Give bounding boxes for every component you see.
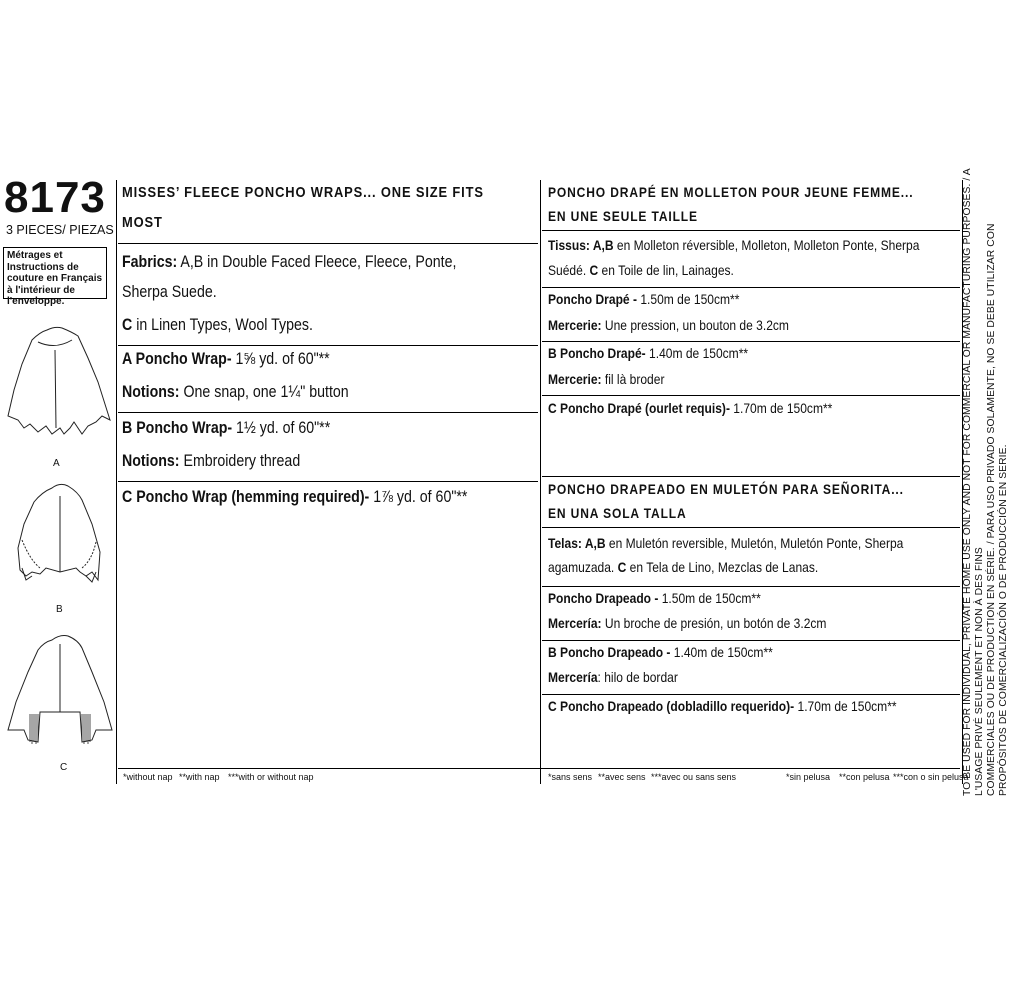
view-illustrations [0, 310, 115, 780]
french-fabrics-line1 [548, 237, 919, 253]
english-notions-value-b: Embroidery thread [179, 452, 301, 470]
french-fabrics-label: Tissus: [548, 237, 590, 253]
english-notions-value: One snap, one 1¼" button [179, 383, 349, 401]
spanish-fabrics-text2a: agamuzada. [548, 559, 618, 575]
french-fabrics-c: C [589, 262, 599, 278]
french-notions-value-b: fil là broder [601, 371, 665, 387]
divider-footnotes [118, 768, 960, 769]
french-title-line2: EN UNE SEULE TAILLE [548, 208, 698, 224]
spanish-title-line2: EN UNA SOLA TALLA [548, 505, 687, 521]
poncho-view-b-illustration [18, 484, 100, 582]
footnote-es-3: ***con o sin pelusa [893, 772, 969, 782]
poncho-view-c-illustration [8, 636, 112, 743]
footnote-es-2: **con pelusa [839, 772, 890, 782]
english-view-c-label: C Poncho Wrap (hemming required)- [122, 488, 370, 506]
spanish-fabrics-line2 [548, 559, 818, 575]
divider-fr-1 [542, 230, 960, 231]
french-view-a [548, 291, 739, 307]
french-notions-value: Une pression, un bouton de 3.2cm [601, 317, 789, 333]
english-notions-label-b: Notions: [122, 452, 180, 470]
legal-notice-line2: COMMERCIALES OU DE PRODUCTION EN SÉRIE. / PARA USO PRIVADO SOLAMENTE, NO SE DEBE UTILIZAR CON PROPÓSITOS DE COMERCIALIZACIÓN O DE PRODUCCIÓN EN SERIE. [986, 223, 1009, 796]
spanish-fabrics-views: A,B [581, 535, 606, 551]
french-view-c [548, 400, 832, 416]
english-view-a-label: A Poncho Wrap- [122, 350, 232, 368]
french-fabrics-text2b: en Toile de lin, Lainages. [598, 262, 734, 278]
legal-notice-line1: TO BE USED FOR INDIVIDUAL, PRIVATE HOME USE ONLY AND NOT FOR COMMERCIAL OR MANUFACTURING PURPOSES. / A L'USAGE PRIVÉ SEULEMENT ET NON À DES FINS [962, 168, 985, 796]
english-view-b [122, 419, 330, 438]
divider-en-4 [118, 481, 538, 482]
spanish-notions-value: Un broche de presión, un botón de 3.2cm [601, 615, 827, 631]
footnote-en-1: *without nap [123, 772, 173, 782]
french-fabrics-text2a: Suédé. [548, 262, 590, 278]
footnote-en-2: **with nap [179, 772, 220, 782]
english-view-a-notions [122, 383, 349, 402]
french-view-b-notions [548, 371, 664, 387]
french-view-a-label: Poncho Drapé - [548, 291, 637, 307]
divider-es-4 [542, 694, 960, 695]
divider-middle [540, 180, 541, 784]
divider-en-3 [118, 412, 538, 413]
divider-fr-4 [542, 395, 960, 396]
french-note-text: Métrages et Instructions de couture en Français à l'intérieur de l'enveloppe. [7, 250, 103, 307]
french-view-a-value: 1.50m de 150cm** [636, 291, 740, 307]
divider-es-3 [542, 640, 960, 641]
footnote-es-1: *sin pelusa [786, 772, 831, 782]
french-instructions-note [3, 247, 107, 307]
divider-fr-es [542, 476, 960, 477]
divider-en-1 [118, 243, 538, 244]
spanish-view-a [548, 590, 761, 606]
spanish-view-b [548, 644, 773, 660]
divider-es-1 [542, 527, 960, 528]
english-fabrics-c [122, 316, 313, 335]
footnote-fr-2: **avec sens [598, 772, 646, 782]
english-view-c-value: 1⅞ yd. of 60"** [369, 488, 468, 506]
spanish-view-c-value: 1.70m de 150cm** [794, 698, 897, 714]
french-view-b-value: 1.40m de 150cm** [645, 345, 749, 361]
english-fabrics-line1 [122, 253, 456, 272]
spanish-notions-label-b: Mercería [548, 669, 598, 685]
view-label-b: B [56, 604, 63, 615]
english-view-a-value: 1⅝ yd. of 60"** [231, 350, 330, 368]
english-fabrics-label: Fabrics: [122, 253, 178, 271]
english-title-line1: MISSES’ FLEECE PONCHO WRAPS... ONE SIZE FITS [122, 184, 484, 201]
divider-fr-3 [542, 341, 960, 342]
french-view-b-label: B Poncho Drapé- [548, 345, 646, 361]
footnote-fr-3: ***avec ou sans sens [651, 772, 737, 782]
spanish-view-b-label: B Poncho Drapeado - [548, 644, 671, 660]
spanish-view-c [548, 698, 897, 714]
poncho-view-a-illustration [8, 327, 110, 434]
spanish-notions-value-b: : hilo de bordar [597, 669, 678, 685]
english-view-a [122, 350, 330, 369]
english-view-b-notions [122, 452, 300, 471]
french-fabrics-line2 [548, 262, 734, 278]
english-fabrics-text: A,B in Double Faced Fleece, Fleece, Ponte, [177, 253, 457, 271]
spanish-view-a-notions [548, 615, 826, 631]
english-view-b-label: B Poncho Wrap- [122, 419, 233, 437]
divider-es-2 [542, 586, 960, 587]
english-view-c [122, 488, 467, 507]
spanish-view-a-label: Poncho Drapeado - [548, 590, 659, 606]
divider-en-2 [118, 345, 538, 346]
legal-notice [962, 156, 1009, 796]
spanish-view-c-label: C Poncho Drapeado (dobladillo requerido)- [548, 698, 795, 714]
spanish-view-b-value: 1.40m de 150cm** [670, 644, 773, 660]
divider-left [116, 180, 117, 784]
view-label-a: A [53, 458, 60, 469]
divider-fr-2 [542, 287, 960, 288]
french-view-a-notions [548, 317, 789, 333]
footnote-fr-1: *sans sens [548, 772, 593, 782]
french-view-c-label: C Poncho Drapé (ourlet requis)- [548, 400, 730, 416]
english-fabrics-line2: Sherpa Suede. [122, 283, 217, 301]
french-fabrics-views: A,B [589, 237, 614, 253]
english-title-line2: MOST [122, 214, 163, 231]
english-fabrics-c-label: C [122, 316, 133, 334]
footnote-en-3: ***with or without nap [228, 772, 314, 782]
english-notions-label: Notions: [122, 383, 180, 401]
pieces-count: 3 PIECES/ PIEZAS [6, 223, 114, 237]
spanish-fabrics-text2b: en Tela de Lino, Mezclas de Lanas. [626, 559, 819, 575]
spanish-fabrics-label: Telas: [548, 535, 582, 551]
english-fabrics-c-text: in Linen Types, Wool Types. [132, 316, 313, 334]
french-fabrics-text: en Molleton réversible, Molleton, Molleton Ponte, Sherpa [613, 237, 920, 253]
spanish-fabrics-text: en Muletón reversible, Muletón, Muletón Ponte, Sherpa [605, 535, 904, 551]
english-view-b-value: 1½ yd. of 60"** [232, 419, 331, 437]
spanish-view-a-value: 1.50m de 150cm** [658, 590, 761, 606]
french-notions-label: Mercerie: [548, 317, 602, 333]
spanish-fabrics-line1 [548, 535, 903, 551]
pattern-number: 8173 [4, 173, 106, 222]
view-label-c: C [60, 762, 68, 773]
french-view-b [548, 345, 748, 361]
french-view-c-value: 1.70m de 150cm** [729, 400, 833, 416]
spanish-fabrics-c: C [617, 559, 627, 575]
french-title-line1: PONCHO DRAPÉ EN MOLLETON POUR JEUNE FEMME... [548, 184, 914, 200]
spanish-notions-label: Mercería: [548, 615, 602, 631]
spanish-view-b-notions [548, 669, 678, 685]
french-notions-label-b: Mercerie: [548, 371, 602, 387]
spanish-title-line1: PONCHO DRAPEADO EN MULETÓN PARA SEÑORITA... [548, 481, 904, 497]
